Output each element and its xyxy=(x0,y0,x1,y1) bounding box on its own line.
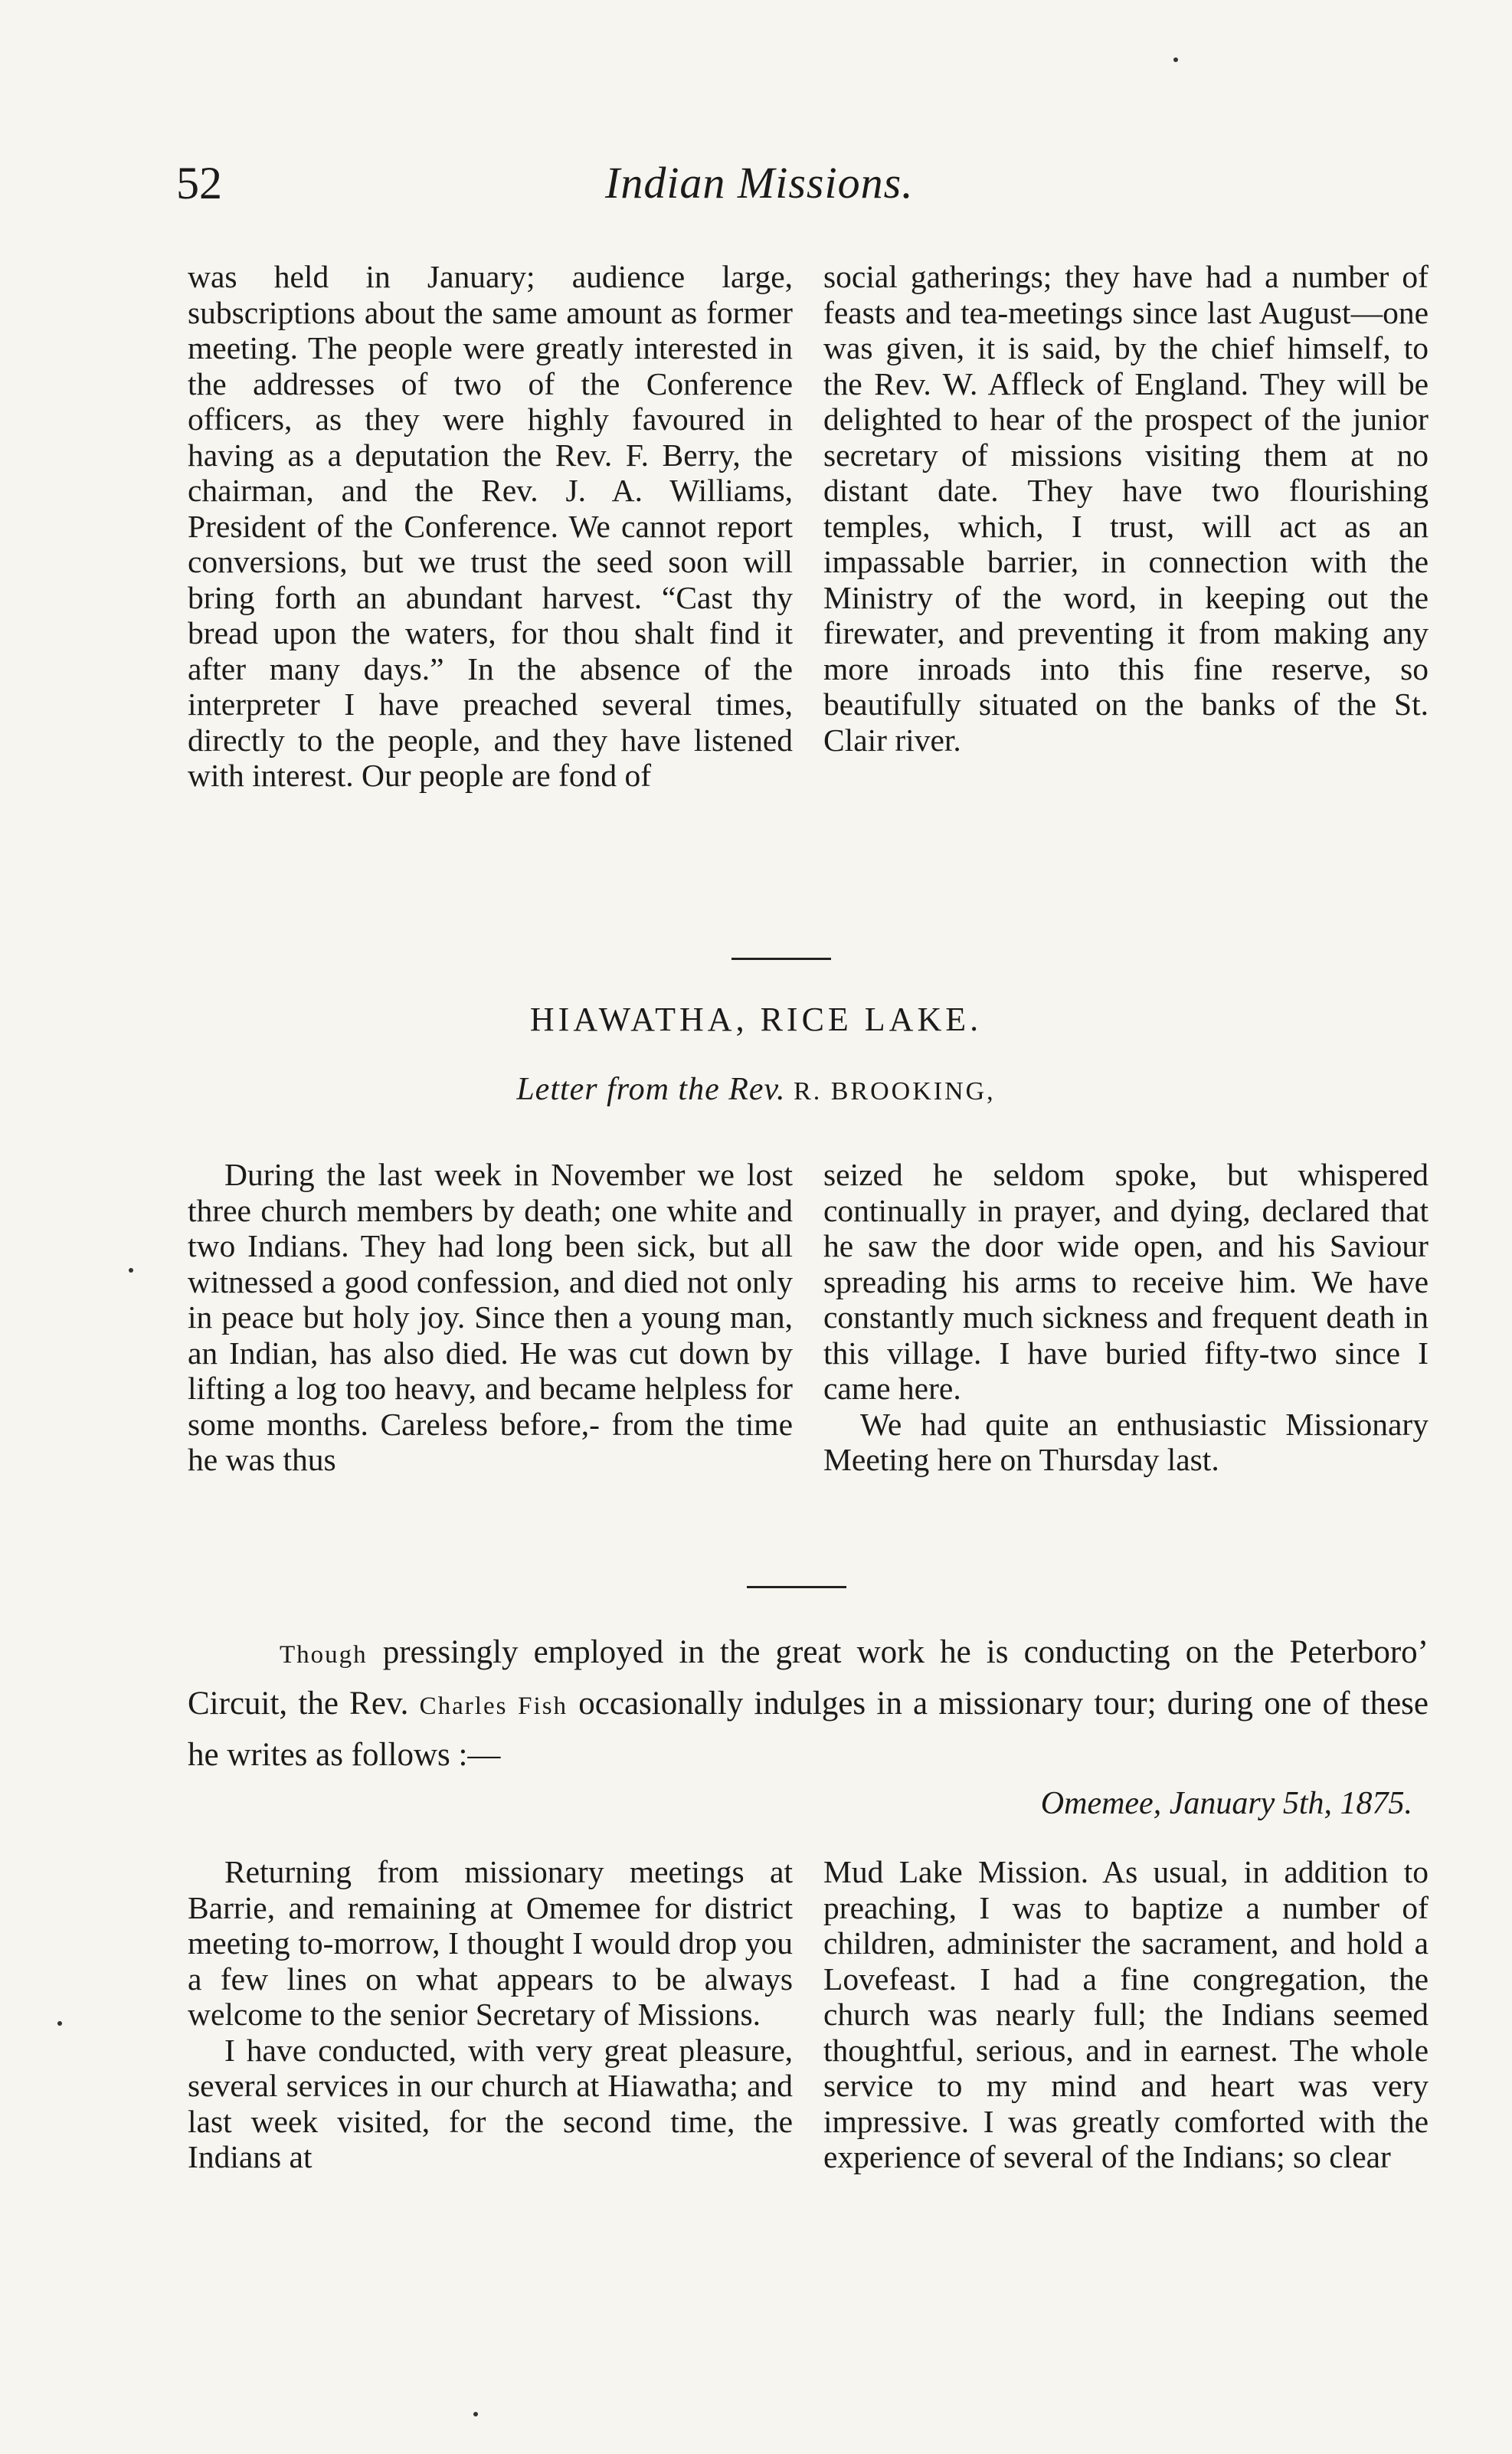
fish-introduction xyxy=(188,1628,1429,1780)
section-divider xyxy=(731,958,831,960)
hiawatha-left-column xyxy=(188,1157,793,1478)
paragraph: I have conducted, with very great pleasure, several services in our church at Hiawatha; and last week visited, for the second time, the Indians at xyxy=(188,2032,793,2174)
print-speck xyxy=(473,2412,478,2416)
letter-dateline: Omemee, January 5th, 1875. xyxy=(1040,1786,1412,1821)
page-number: 52 xyxy=(176,158,222,208)
intro-text-end: occasionally indulges in a missionary tour; during one of these he writes as follows :— xyxy=(188,1686,1429,1773)
paragraph: We had quite an enthusiastic Missionary Meeting here on Thursday last. xyxy=(823,1406,1429,1477)
byline-prefix: Letter from the Rev. xyxy=(516,1072,786,1107)
section-title: HIAWATHA, RICE LAKE. xyxy=(529,1001,983,1038)
fish-right-column xyxy=(823,1854,1429,2175)
print-speck xyxy=(1173,57,1178,62)
top-section-columns xyxy=(188,259,1429,794)
intro-lead: Though xyxy=(280,1641,368,1669)
fish-columns xyxy=(188,1854,1429,2175)
letter-byline xyxy=(0,1071,1512,1108)
paragraph: During the last week in November we lost three church members by death; one white and two Indians. They had long been sick, but all witnessed a good confession, and died not only in peace but holy joy. Since then a young man, an Indian, has also died. He was cut down by lifting a log too heavy, and became helpless for some months. Careless before,- from the time he was thus xyxy=(188,1157,793,1477)
print-speck xyxy=(129,1268,133,1273)
byline-name: R. BROOKING, xyxy=(794,1077,996,1106)
intro-name: Charles Fish xyxy=(419,1692,568,1720)
paragraph: was held in January; audience large, subscriptions about the same amount as former meeting. The people were greatly interested in the addresses of two of the Conference officers, as they were highly favoured in having as a deputation the Rev. F. Berry, the chairman, and the Rev. J. A. Williams, President of the Conference. We cannot report conversions, but we trust the seed soon will bring forth an abundant harvest. “Cast thy bread upon the waters, for thou shalt find it after many days.” In the absence of the interpreter I have preached several times, directly to the people, and they have listened with interest. Our people are fond of xyxy=(188,259,793,793)
print-speck xyxy=(57,2021,62,2026)
paragraph: social gatherings; they have had a number of feasts and tea-meetings since last August—one was given, it is said, by the chief himself, to the Rev. W. Affleck of England. They will be delighted to hear of the prospect of the junior secretary of missions visiting them at no distant date. They have two flourishing temples, which, I trust, will act as an impassable barrier, in connection with the Ministry of the word, in keeping out the firewater, and preventing it from making any more inroads into this fine reserve, so beautifully situated on the banks of the St. Clair river. xyxy=(823,259,1429,758)
running-title: Indian Missions. xyxy=(605,158,914,208)
paragraph: Returning from missionary meetings at Barrie, and remaining at Omemee for district meeting to-morrow, I thought I would drop you a few lines on what appears to be always welcome to the senior Secretary of Missions. xyxy=(188,1854,793,2032)
fish-left-column xyxy=(188,1854,793,2175)
intro-text: pressingly employed in the great work he is conducting on the Peterboro’ Circuit, the Rev. xyxy=(188,1634,1429,1722)
top-right-column xyxy=(823,259,1429,794)
hiawatha-right-column xyxy=(823,1157,1429,1478)
paragraph: seized he seldom spoke, but whispered continually in prayer, and dying, declared that he saw the door wide open, and his Saviour spreading his arms to receive him. We have constantly much sickness and frequent death in this village. I have buried fifty-two since I came here. xyxy=(823,1157,1429,1406)
section-divider xyxy=(747,1586,846,1588)
page-header xyxy=(176,157,1371,218)
top-left-column xyxy=(188,259,793,794)
hiawatha-columns xyxy=(188,1157,1429,1478)
paragraph: Mud Lake Mission. As usual, in addition to preaching, I was to baptize a number of children, administer the sacrament, and hold a Lovefeast. I had a fine congregation, the church was nearly full; the Indians seemed thoughtful, serious, and in earnest. The whole service to my mind and heart was very impressive. I was greatly comforted with the experience of several of the Indians; so clear xyxy=(823,1854,1429,2174)
